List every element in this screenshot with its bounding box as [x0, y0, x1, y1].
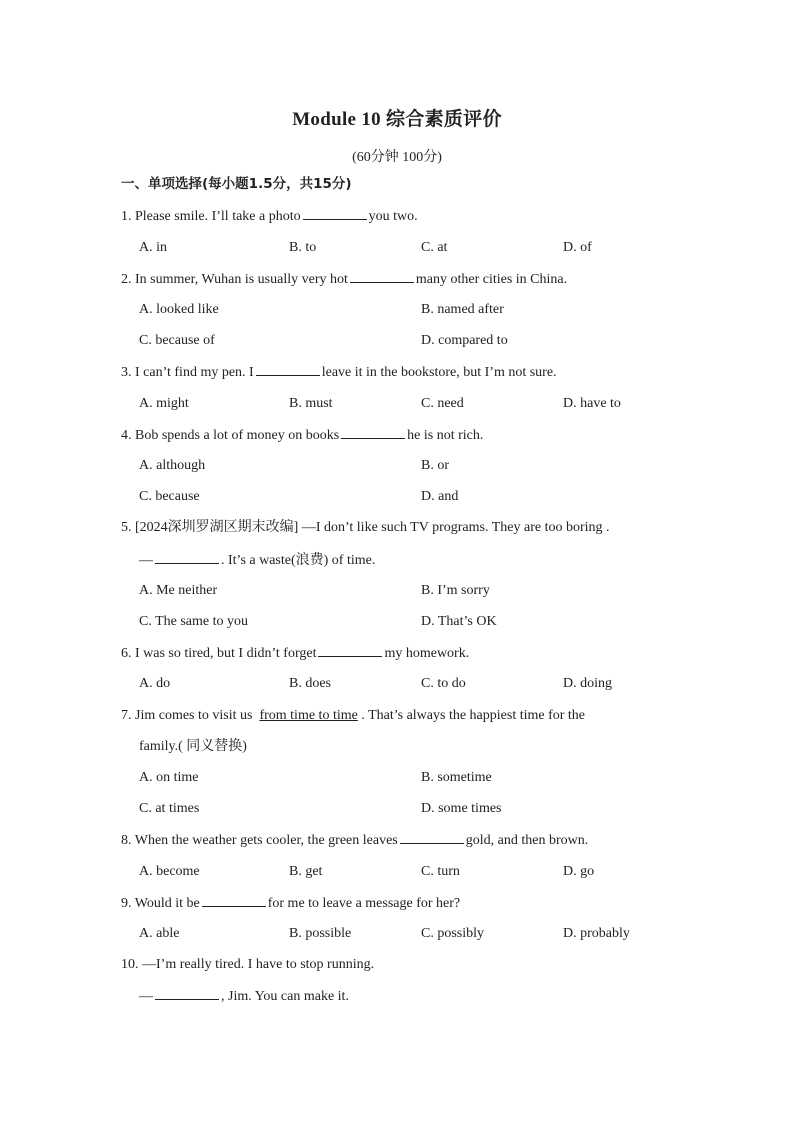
question-9-option-b: B. possible	[289, 926, 352, 941]
answer-blank	[318, 644, 382, 657]
question-4-option-a: A. although	[139, 458, 206, 473]
question-4-option-b: B. or	[421, 458, 449, 473]
question-8-option-a: A. become	[139, 864, 200, 879]
question-7-option-d: D. some times	[421, 801, 502, 816]
question-9-option-d: D. probably	[563, 926, 630, 941]
underlined-phrase: from time to time	[259, 708, 358, 723]
question-10-stem: 10. —I’m really tired. I have to stop running.	[121, 957, 375, 972]
section-heading: 一、单项选择(每小题1.5分，共15分)	[121, 176, 352, 192]
question-1-stem: 1. Please smile. I’ll take a photo you two.	[121, 209, 418, 224]
answer-blank	[341, 426, 405, 439]
question-6-stem: 6. I was so tired, but I didn’t forget my homework.	[121, 646, 470, 661]
question-2-stem: 2. In summer, Wuhan is usually very hot many other cities in China.	[121, 272, 568, 287]
question-1-option-c: C. at	[421, 240, 448, 255]
question-2-option-d: D. compared to	[421, 333, 508, 348]
question-9-option-c: C. possibly	[421, 926, 485, 941]
question-7-option-b: B. sometime	[421, 770, 492, 785]
question-1-option-d: D. of	[563, 240, 592, 255]
question-8-option-b: B. get	[289, 864, 323, 879]
question-2-option-b: B. named after	[421, 302, 504, 317]
question-2-option-c: C. because of	[139, 333, 215, 348]
question-6-option-d: D. doing	[563, 676, 612, 691]
question-9-option-a: A. able	[139, 926, 180, 941]
question-1-option-a: A. in	[139, 240, 167, 255]
question-5-option-b: B. I’m sorry	[421, 583, 490, 598]
question-5-stem: 5. [2024深圳罗湖区期末改编] —I don’t like such TV programs. They are too boring .	[121, 520, 610, 535]
question-8-stem: 8. When the weather gets cooler, the green leaves gold, and then brown.	[121, 833, 589, 848]
question-8-option-d: D. go	[563, 864, 595, 879]
question-3-option-c: C. need	[421, 396, 464, 411]
question-7-stem-continued: family.( 同义替换)	[139, 739, 247, 754]
question-5-response: — . It’s a waste(浪费) of time.	[139, 553, 376, 568]
question-3-option-b: B. must	[289, 396, 333, 411]
question-2-option-a: A. looked like	[139, 302, 219, 317]
question-6-option-c: C. to do	[421, 676, 466, 691]
answer-blank	[202, 894, 266, 907]
answer-blank	[303, 207, 367, 220]
page-title: Module 10 综合素质评价	[292, 109, 502, 130]
question-6-option-a: A. do	[139, 676, 171, 691]
answer-blank	[350, 270, 414, 283]
question-4-option-d: D. and	[421, 489, 459, 504]
question-1-option-b: B. to	[289, 240, 317, 255]
answer-blank	[400, 831, 464, 844]
question-3-stem: 3. I can’t find my pen. I leave it in the bookstore, but I’m not sure.	[121, 365, 557, 380]
question-5-option-a: A. Me neither	[139, 583, 218, 598]
question-10-response: — , Jim. You can make it.	[139, 989, 349, 1004]
question-8-option-c: C. turn	[421, 864, 460, 879]
question-9-stem: 9. Would it be for me to leave a message for her?	[121, 896, 461, 911]
question-5-option-c: C. The same to you	[139, 614, 249, 629]
question-3-option-a: A. might	[139, 396, 189, 411]
question-3-option-d: D. have to	[563, 396, 621, 411]
answer-blank	[155, 551, 219, 564]
question-5-option-d: D. That’s OK	[421, 614, 497, 629]
question-7-stem: 7. Jim comes to visit us from time to time . That’s always the happiest time for the	[121, 708, 586, 723]
question-7-option-a: A. on time	[139, 770, 199, 785]
answer-blank	[155, 987, 219, 1000]
question-4-stem: 4. Bob spends a lot of money on books he is not rich.	[121, 428, 484, 443]
question-6-option-b: B. does	[289, 676, 331, 691]
answer-blank	[256, 363, 320, 376]
question-4-option-c: C. because	[139, 489, 200, 504]
question-7-option-c: C. at times	[139, 801, 200, 816]
exam-duration-score: (60分钟 100分)	[352, 150, 442, 165]
